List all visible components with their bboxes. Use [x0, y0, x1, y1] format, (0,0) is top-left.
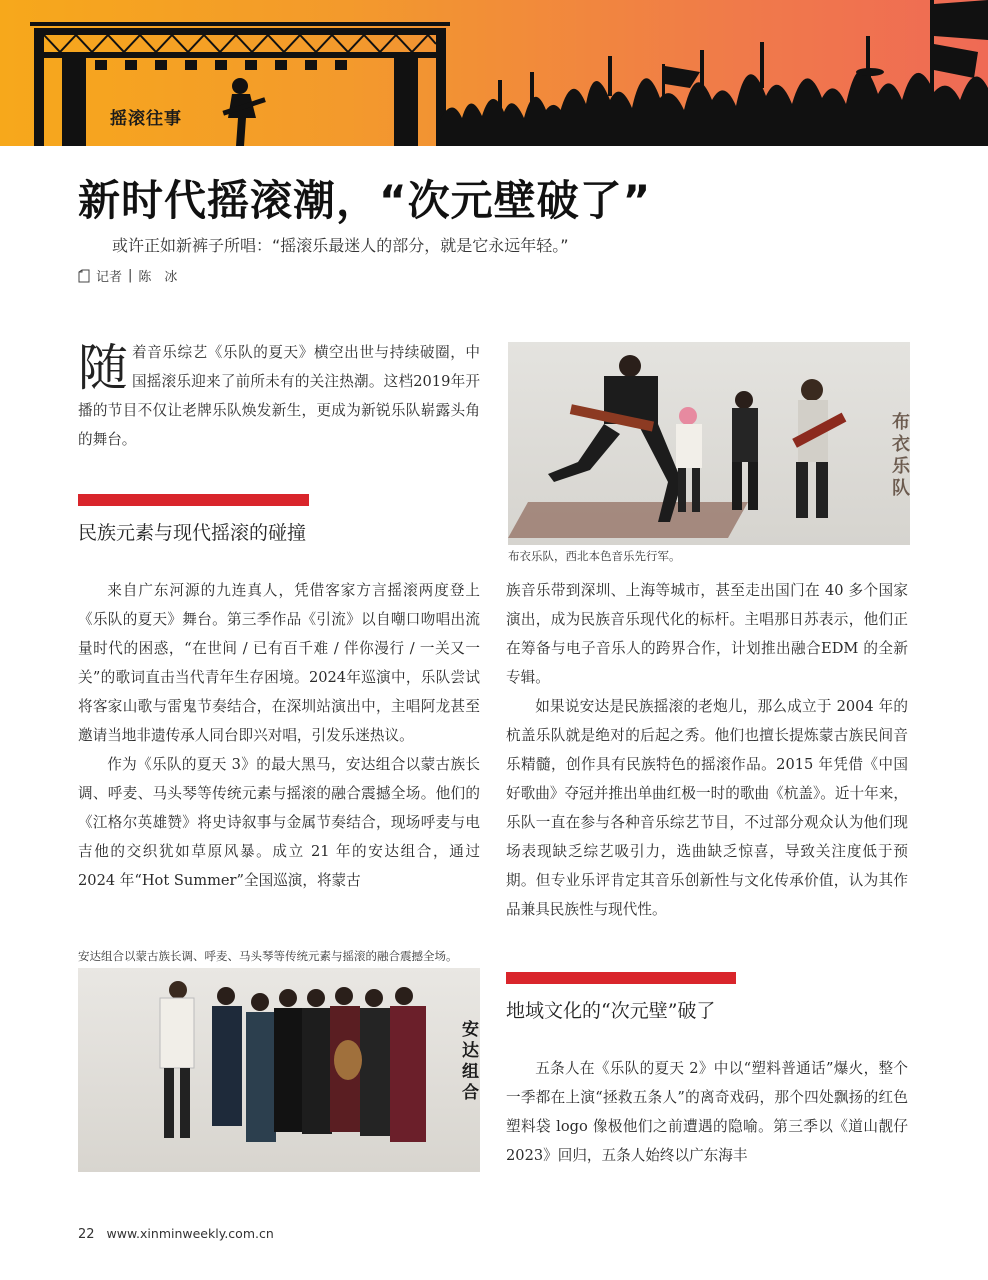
pen-icon [78, 269, 90, 283]
page-number: 22 [78, 1227, 95, 1242]
photo2-overlay-text: 安达组合 [458, 1020, 478, 1104]
right-column-body-2 [506, 1054, 908, 1170]
byline-separator: | [128, 268, 133, 283]
photo2-caption: 安达组合以蒙古族长调、呼麦、马头琴等传统元素与摇滚的融合震撼全场。 [78, 949, 458, 963]
byline [78, 266, 177, 285]
section-divider-2 [506, 972, 736, 984]
site-url: www.xinminweekly.com.cn [106, 1226, 274, 1241]
page-footer [78, 1226, 274, 1242]
paragraph-anda: 作为《乐队的夏天 3》的最大黑马，安达组合以蒙古族长调、呼麦、马头琴等传统元素与摇滚的融合震撼全场。他们的《江格尔英雄赞》将史诗叙事与金属节奏结合，现场呼麦与电吉他的交织犹如草原风暴。成立 21 年的安达组合，通过 2024 年“Hot Summer”全国巡演，将蒙古 [78, 756, 480, 889]
photo1-overlay-text: 布衣乐队 [889, 412, 910, 500]
paragraph-jiulian: 来自广东河源的九连真人，凭借客家方言摇滚两度登上《乐队的夏天》舞台。第三季作品《引流》以自嘲口吻唱出流量时代的困惑，“在世间 / 已有百千难 / 伴你漫行 / 一关又一关”的歌词直击当代青年生存困境。2024年巡演中，乐队尝试将客家山歌与雷鬼节奏结合，在深圳站演出中，主唱阿龙甚至邀请当地非遗传承人同台即兴对唱，引发乐迷热议。 [78, 582, 480, 744]
intro-paragraph [78, 338, 480, 454]
section-heading-1: 民族元素与现代摇滚的碰撞 [78, 522, 307, 544]
paragraph-anda-cont: 族音乐带到深圳、上海等城市，甚至走出国门在 40 多个国家演出，成为民族音乐现代化的标杆。主唱那日苏表示，他们正在筹备与电子音乐人的跨界合作，计划推出融合EDM 的全新专辑。 [506, 582, 908, 686]
right-column-body [506, 576, 908, 924]
section-label: 摇滚往事 [110, 109, 182, 129]
intro-text: 着音乐综艺《乐队的夏天》横空出世与持续破圈，中国摇滚乐迎来了前所未有的关注热潮。这档2019年开播的节目不仅让老牌乐队焕发新生，更成为新锐乐队崭露头角的舞台。 [78, 344, 480, 448]
paragraph-wutiaoren: 五条人在《乐队的夏天 2》中以“塑料普通话”爆火，整个一季都在上演“拯救五条人”的离奇戏码，那个四处飘扬的红色塑料袋 logo 像极他们之前遭遇的隐喻。第三季以《道山靓仔 2023》回归，五条人始终以广东海丰 [506, 1060, 908, 1164]
left-column-body [78, 576, 480, 895]
article-title: 新时代摇滚潮，“次元壁破了” [78, 176, 652, 225]
photo-buyi-band [508, 342, 910, 545]
byline-role: 记者 [96, 270, 123, 285]
band-figures [508, 342, 910, 545]
paragraph-hanggai: 如果说安达是民族摇滚的老炮儿，那么成立于 2004 年的杭盖乐队就是绝对的后起之秀。他们也擅长提炼蒙古族民间音乐精髓，创作具有民族特色的摇滚作品。2015 年凭借《中国好歌曲》夺冠并推出单曲红极一时的歌曲《杭盖》。近十年来，乐队一直在参与各种音乐综艺节目，不过部分观众认为他们现场表现缺乏综艺吸引力，选曲缺乏惊喜，导致关注度低于预期。但专业乐评肯定其音乐创新性与文化传承价值，认为其作品兼具民族性与现代性。 [506, 698, 908, 918]
section-divider-1 [78, 494, 309, 506]
article-subtitle: 或许正如新裤子所唱：“摇滚乐最迷人的部分，就是它永远年轻。” [112, 236, 569, 255]
byline-author: 陈 冰 [138, 270, 178, 285]
drop-cap: 随 [78, 339, 128, 397]
header-banner [0, 0, 988, 146]
photo1-caption: 布衣乐队，西北本色音乐先行军。 [508, 549, 681, 563]
photo-anda-group [78, 968, 480, 1172]
band-figures [78, 968, 480, 1172]
section-heading-2: 地域文化的“次元壁”破了 [506, 1000, 716, 1022]
